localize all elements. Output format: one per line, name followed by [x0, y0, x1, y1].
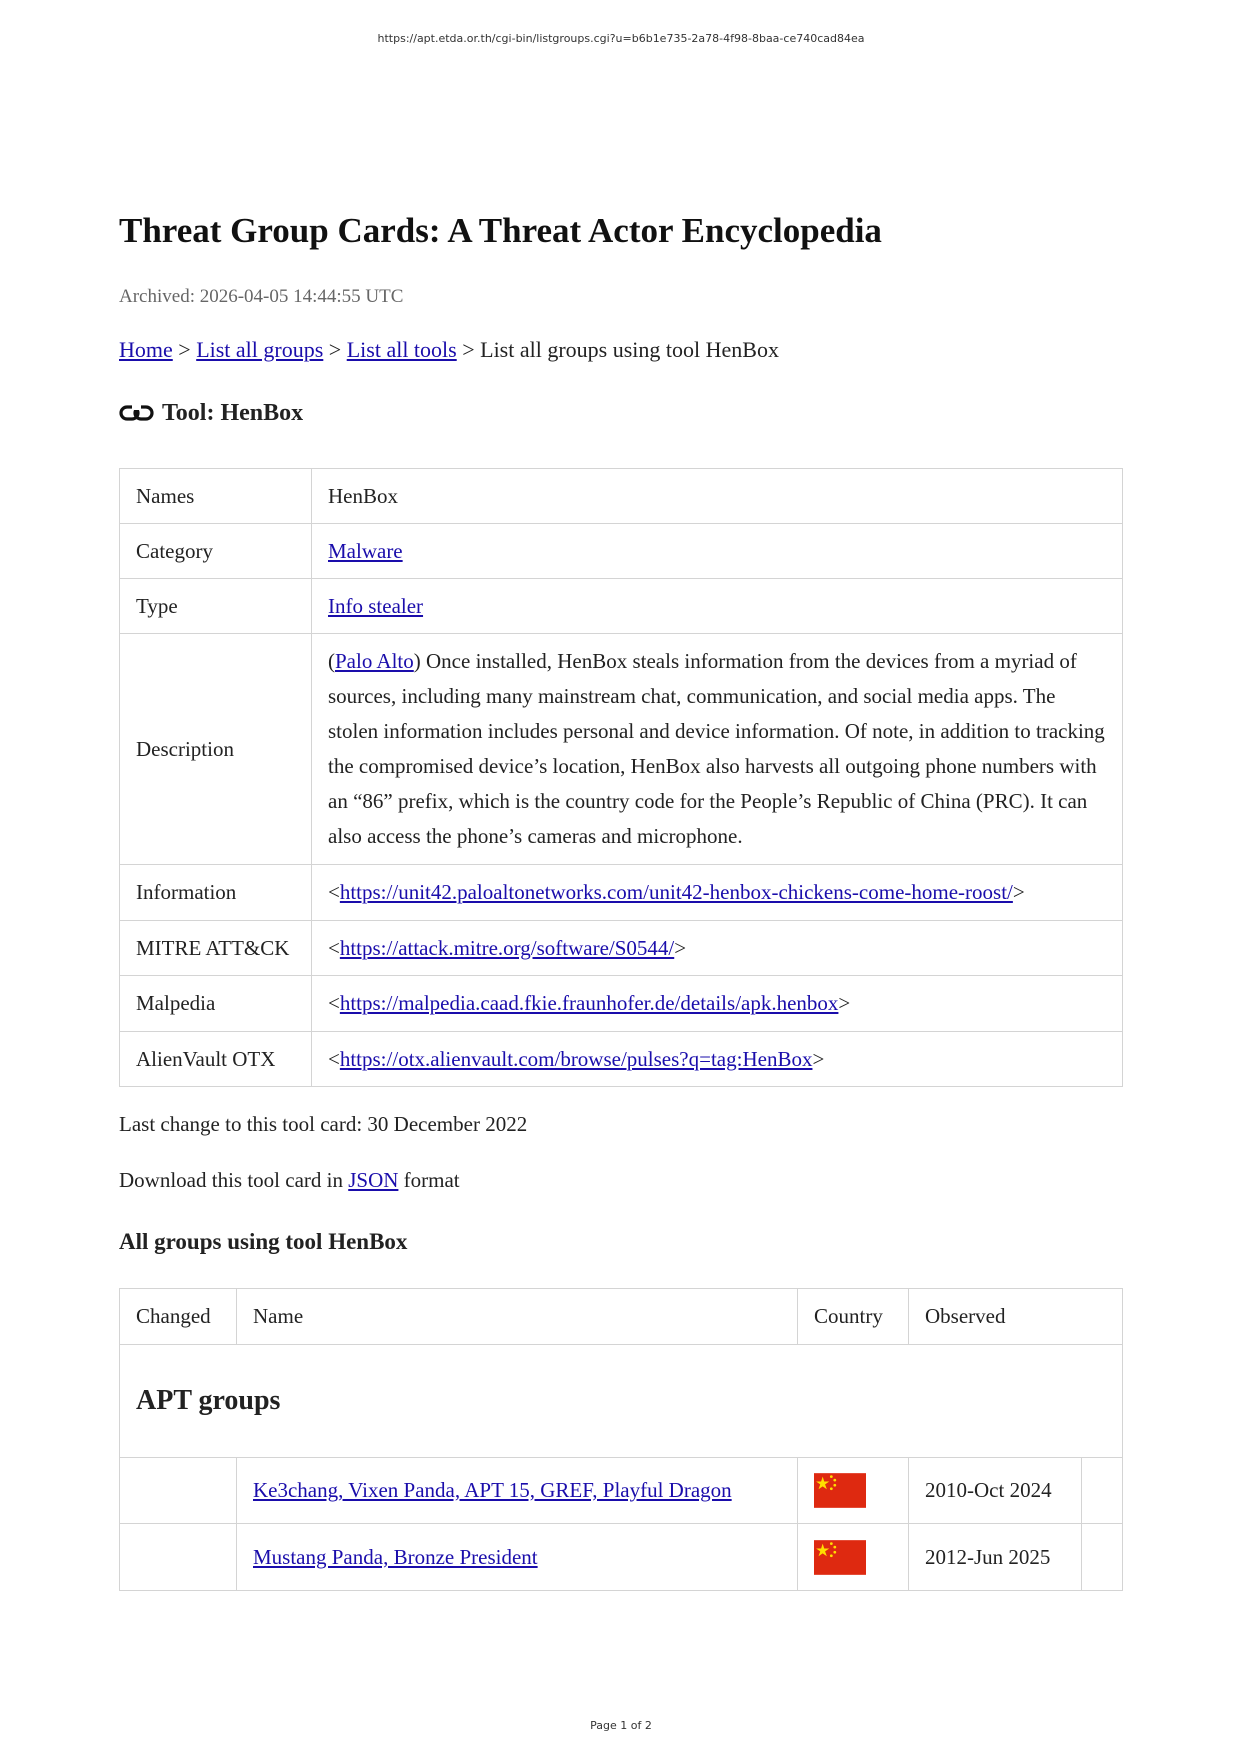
names-label: Names: [120, 469, 312, 524]
group-link[interactable]: Mustang Panda, Bronze President: [253, 1544, 538, 1569]
tool-heading-text: Tool: HenBox: [162, 400, 304, 426]
table-row: [120, 469, 1123, 524]
table-row: [120, 1032, 1123, 1087]
observed-cell: 2010-Oct 2024: [909, 1458, 1082, 1524]
otx-label: AlienVault OTX: [120, 1032, 312, 1087]
column-header-name: Name: [237, 1289, 798, 1345]
china-flag-icon: [814, 1473, 866, 1508]
breadcrumb-all-tools-link[interactable]: List all tools: [346, 337, 457, 362]
category-link[interactable]: Malware: [328, 538, 403, 563]
column-header-country: Country: [798, 1289, 909, 1345]
changed-cell: [120, 1458, 237, 1524]
table-row: [120, 1524, 1123, 1591]
type-cell: [312, 579, 1123, 634]
type-label: Type: [120, 579, 312, 634]
column-header-changed: Changed: [120, 1289, 237, 1345]
page-title: Threat Group Cards: A Threat Actor Encyclopedia: [119, 211, 882, 250]
table-row: [120, 579, 1123, 634]
groups-heading: All groups using tool HenBox: [119, 1229, 408, 1254]
category-cell: [312, 524, 1123, 579]
download-prefix: Download this tool card in: [119, 1168, 349, 1192]
mitre-label: MITRE ATT&CK: [120, 921, 312, 976]
breadcrumb-separator: >: [172, 337, 197, 362]
breadcrumb-all-groups-link[interactable]: List all groups: [196, 337, 324, 362]
table-row: [120, 976, 1123, 1032]
section-row: [120, 1345, 1123, 1458]
otx-cell: <https://otx.alienvault.com/browse/pulses?q=tag:HenBox>: [312, 1032, 1123, 1087]
column-header-observed: Observed: [909, 1289, 1123, 1345]
archived-timestamp: Archived: 2026-04-05 14:44:55 UTC: [119, 286, 404, 307]
json-download-link[interactable]: JSON: [348, 1168, 399, 1192]
table-row: [120, 921, 1123, 976]
table-row: [120, 865, 1123, 921]
table-row: [120, 634, 1123, 865]
page-footer: Page 1 of 2: [590, 1719, 652, 1732]
description-text: Once installed, HenBox steals information from the devices from a myriad of sources, including many mainstream chat, communication, and social media apps. The stolen information includes personal and device information. Of note, in addition to tracking the compromised device’s location, HenBox also harvests all outgoing phone numbers with an “86” prefix, which is the country code for the People’s Republic of China (PRC). It can also access the phone’s cameras and microphone.: [328, 649, 1105, 848]
link-icon: [119, 401, 154, 427]
download-line: [119, 1168, 460, 1193]
description-cell: (Palo Alto) Once installed, HenBox steals information from the devices from a myriad of sources, including many mainstream chat, communication, and social media apps. The stolen information includes personal and device information. Of note, in addition to tracking the compromised device’s location, HenBox also harvests all outgoing phone numbers with an “86” prefix, which is the country code for the People’s Republic of China (PRC). It can also access the phone’s cameras and microphone.: [312, 634, 1123, 865]
name-cell: [237, 1458, 798, 1524]
mitre-cell: <https://attack.mitre.org/software/S0544/>: [312, 921, 1123, 976]
china-flag-icon: [814, 1540, 866, 1575]
information-cell: <https://unit42.paloaltonetworks.com/unit42-henbox-chickens-come-home-roost/>: [312, 865, 1123, 921]
information-label: Information: [120, 865, 312, 921]
type-link[interactable]: Info stealer: [328, 593, 424, 618]
page-url-header: https://apt.etda.or.th/cgi-bin/listgroups.cgi?u=b6b1e735-2a78-4f98-8baa-ce740cad84ea: [377, 32, 865, 45]
download-suffix: format: [398, 1168, 460, 1192]
country-cell: [798, 1458, 909, 1524]
section-title-apt-groups: APT groups: [120, 1345, 1123, 1458]
breadcrumb-separator: >: [323, 337, 347, 362]
observed-cell: 2012-Jun 2025: [909, 1524, 1082, 1591]
malpedia-link[interactable]: https://malpedia.caad.fkie.fraunhofer.de/details/apk.henbox: [339, 991, 839, 1015]
empty-cell: [1082, 1524, 1123, 1591]
table-header-row: [120, 1289, 1123, 1345]
otx-link[interactable]: https://otx.alienvault.com/browse/pulses?q=tag:HenBox: [339, 1046, 813, 1071]
information-link[interactable]: https://unit42.paloaltonetworks.com/unit42-henbox-chickens-come-home-roost/: [339, 880, 1013, 904]
names-value: HenBox: [312, 469, 1123, 524]
country-cell: [798, 1524, 909, 1591]
groups-table: [119, 1288, 1123, 1591]
table-row: [120, 1458, 1123, 1524]
description-source-link[interactable]: Palo Alto: [335, 649, 414, 673]
name-cell: [237, 1524, 798, 1591]
table-row: [120, 524, 1123, 579]
tool-card-table: [119, 468, 1123, 1087]
empty-cell: [1082, 1458, 1123, 1524]
breadcrumb: [119, 337, 779, 363]
group-link[interactable]: Ke3chang, Vixen Panda, APT 15, GREF, Playful Dragon: [253, 1478, 732, 1502]
breadcrumb-home-link[interactable]: Home: [119, 337, 173, 362]
last-change-text: Last change to this tool card: 30 December 2022: [119, 1112, 528, 1136]
category-label: Category: [120, 524, 312, 579]
malpedia-cell: <https://malpedia.caad.fkie.fraunhofer.de/details/apk.henbox>: [312, 976, 1123, 1032]
tool-heading: [119, 400, 303, 427]
description-label: Description: [120, 634, 312, 865]
malpedia-label: Malpedia: [120, 976, 312, 1032]
mitre-link[interactable]: https://attack.mitre.org/software/S0544/: [339, 935, 675, 960]
breadcrumb-current: > List all groups using tool HenBox: [456, 337, 779, 362]
changed-cell: [120, 1524, 237, 1591]
